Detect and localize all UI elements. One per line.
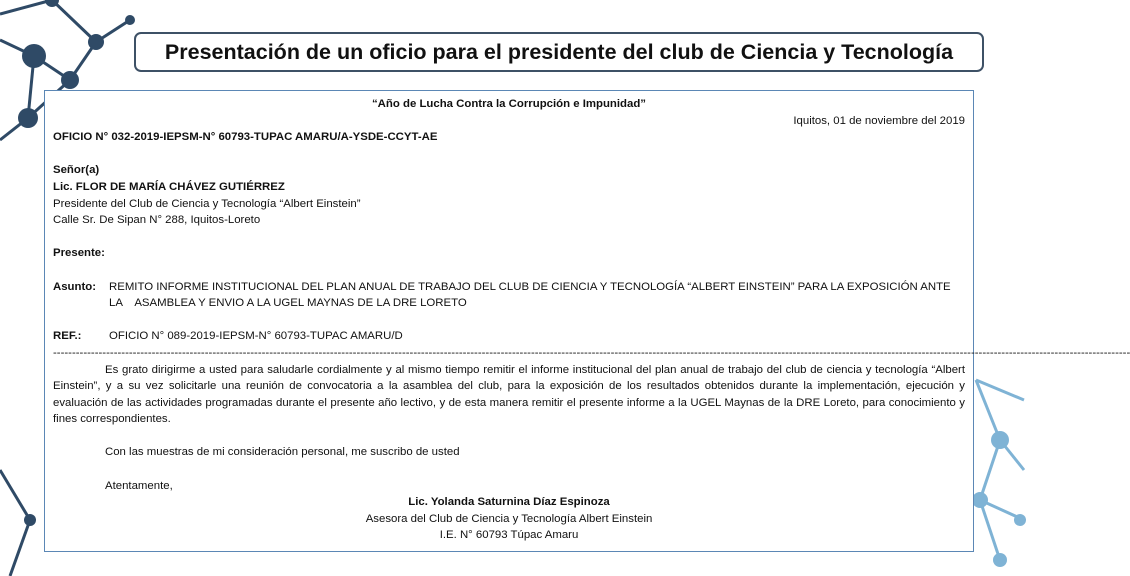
recipient-address: Calle Sr. De Sipan N° 288, Iquitos-Loreto: [53, 214, 261, 227]
asunto-line-1: REMITO INFORME INSTITUCIONAL DEL PLAN ANUAL DE TRABAJO DEL CLUB DE CIENCIA Y TECNOLOGÍA “ALBERT EINSTEIN” PARA LA EXPOSICIÓN ANTE: [109, 280, 951, 293]
signer-institution: I.E. N° 60793 Túpac Amaru: [439, 529, 579, 542]
network-nodes-bottom-right: [972, 431, 1026, 567]
letter-place-date: Iquitos, 01 de noviembre del 2019: [793, 114, 965, 127]
ref-label: REF.:: [53, 330, 82, 343]
network-nodes-bottom-left: [24, 514, 36, 526]
presente-label: Presente:: [53, 247, 105, 260]
letter-body: Es grato dirigirme a usted para saludarle cordialmente y al mismo tiempo remitir el informe institucional del plan anual de trabajo del club de ciencia y tecnología “Albert Einstein”, y a su vez solicitarle una reunión de convocatoria a la asamblea del club, para la exposición de los resultados obtenidos durante la implementación, ejecución y evaluación de las actividades programadas durante el presente año lectivo, y de esta manera remitir el presente informe a la UGEL Maynas de la DRE Loreto, para conocimiento y fines correspondientes.: [53, 363, 965, 426]
letter-document: [44, 90, 1130, 552]
asunto-line-2: LA ASAMBLEA Y ENVIO A LA UGEL MAYNAS DE LA DRE LORETO: [109, 297, 467, 310]
salutation: Señor(a): [53, 164, 100, 177]
recipient-title: Presidente del Club de Ciencia y Tecnología “Albert Einstein”: [53, 197, 361, 210]
closing-sentence: Con las muestras de mi consideración personal, me suscribo de usted: [105, 446, 460, 459]
slide-title: Presentación de un oficio para el presidente del club de Ciencia y Tecnología: [164, 39, 954, 64]
sign-off: Atentamente,: [105, 479, 173, 492]
oficio-number: OFICIO N° 032-2019-IEPSM-N° 60793-TUPAC AMARU/A-YSDE-CCYT-AE: [53, 131, 438, 144]
asunto-section: [53, 279, 965, 312]
signer-name: Lic. Yolanda Saturnina Díaz Espinoza: [408, 496, 610, 509]
separator-line: --------------------------------------------------------------------------------------------------------------------------------------------------------------------------------------------------------------------------------------------------------------------------------------------: [53, 346, 1130, 359]
ref-section: [53, 328, 965, 345]
recipient-name: Lic. FLOR DE MARÍA CHÁVEZ GUTIÉRREZ: [53, 180, 285, 193]
asunto-text: [105, 279, 965, 312]
asunto-label: Asunto:: [53, 280, 97, 293]
slide-title-box: [134, 32, 984, 72]
letter-motto: “Año de Lucha Contra la Corrupción e Impunidad”: [371, 98, 647, 110]
signer-title: Asesora del Club de Ciencia y Tecnología Albert Einstein: [365, 512, 653, 525]
ref-text: OFICIO N° 089-2019-IEPSM-N° 60793-TUPAC AMARU/D: [109, 330, 403, 343]
